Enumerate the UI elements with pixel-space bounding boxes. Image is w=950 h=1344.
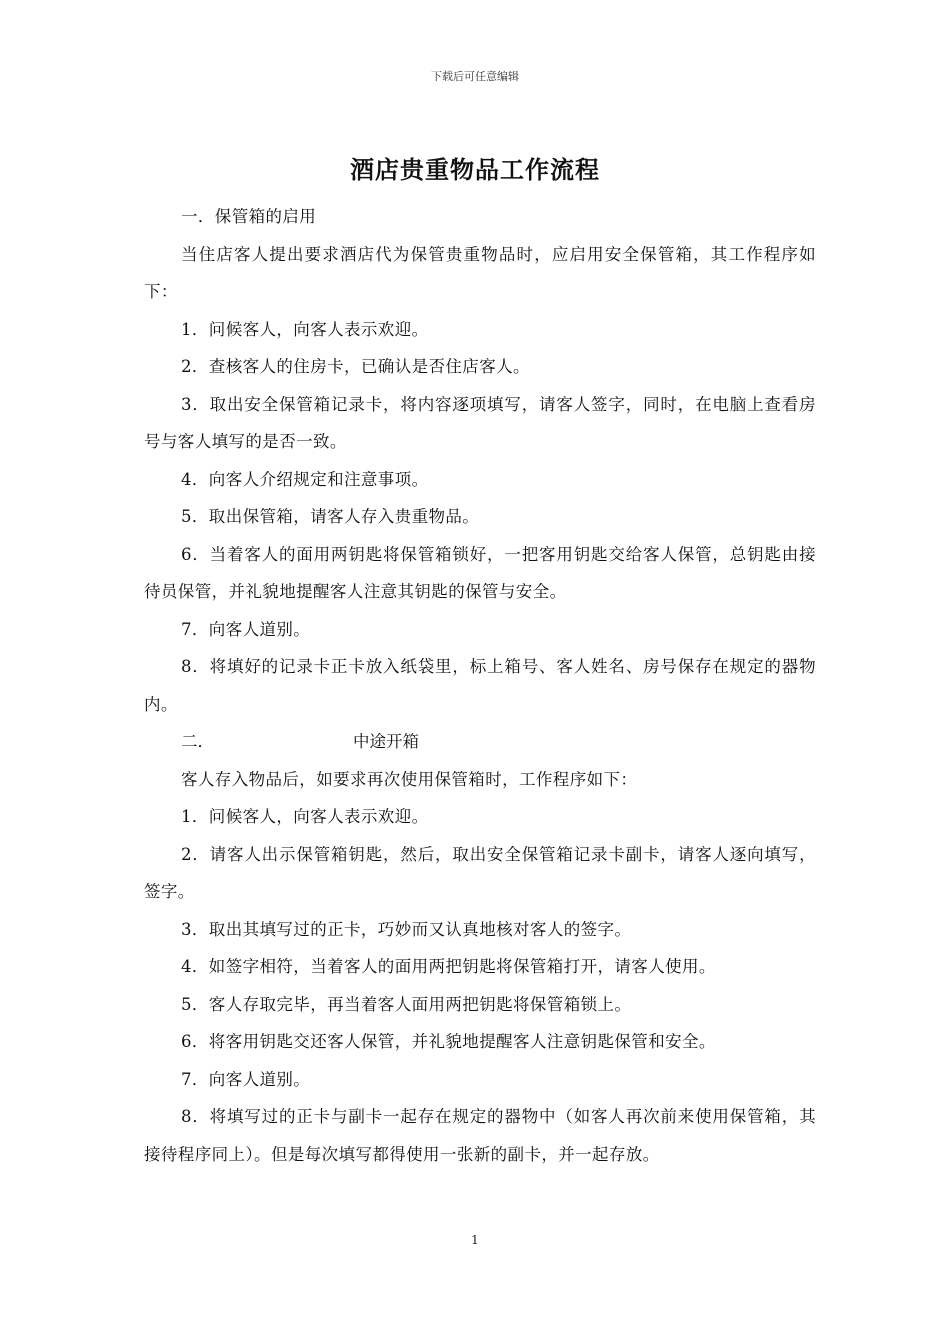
section-1-step: 5．取出保管箱，请客人存入贵重物品。 bbox=[181, 507, 480, 526]
section-2-heading-number: 二． bbox=[181, 732, 214, 751]
section-2-step: 3．取出其填写过的正卡，巧妙而又认真地核对客人的签字。 bbox=[181, 919, 632, 939]
section-1-step: 4．向客人介绍规定和注意事项。 bbox=[181, 469, 429, 489]
page-header: 下载后可任意编辑 bbox=[431, 70, 519, 83]
section-1-step: 6．当着客人的面用两钥匙将保管箱锁好，一把客用钥匙交给客人保管，总钥匙由接待员保管，并礼貌地提醒客人注意其钥匙的保管与安全。 bbox=[144, 544, 816, 601]
document-title: 酒店贵重物品工作流程 bbox=[350, 155, 600, 184]
section-1-step: 1．问候客人，向客人表示欢迎。 bbox=[181, 319, 429, 339]
section-2-step: 2．请客人出示保管箱钥匙，然后，取出安全保管箱记录卡副卡，请客人逐向填写，签字。 bbox=[144, 844, 816, 901]
section-2-heading-text: 中途开箱 bbox=[353, 732, 419, 751]
section-2-step: 7．向客人道别。 bbox=[181, 1069, 311, 1089]
section-2-step: 8．将填写过的正卡与副卡一起存在规定的器物中（如客人再次前来使用保管箱，其接待程序同上）。但是每次填写都得使用一张新的副卡，并一起存放。 bbox=[144, 1107, 816, 1164]
section-2-step: 1．问候客人，向客人表示欢迎。 bbox=[181, 807, 429, 826]
section-1-step: 3．取出安全保管箱记录卡，将内容逐项填写，请客人签字，同时，在电脑上查看房号与客人填写的是否一致。 bbox=[144, 394, 816, 451]
document-body bbox=[144, 198, 816, 1173]
section-1-step: 7．向客人道别。 bbox=[181, 619, 311, 639]
section-2-heading bbox=[144, 723, 816, 761]
section-1-step: 2．查核客人的住房卡，已确认是否住店客人。 bbox=[181, 357, 530, 376]
section-1-heading: 一．保管箱的启用 bbox=[181, 207, 317, 226]
section-1-intro: 当住店客人提出要求酒店代为保管贵重物品时，应启用安全保管箱，其工作程序如下： bbox=[144, 244, 816, 301]
section-2-step: 6．将客用钥匙交还客人保管，并礼貌地提醒客人注意钥匙保管和安全。 bbox=[181, 1032, 716, 1051]
section-2-intro: 客人存入物品后，如要求再次使用保管箱时，工作程序如下： bbox=[181, 769, 638, 789]
section-2-step: 4．如签字相符，当着客人的面用两把钥匙将保管箱打开，请客人使用。 bbox=[181, 957, 716, 976]
page-number: 1 bbox=[471, 1233, 479, 1247]
section-2-step: 5．客人存取完毕，再当着客人面用两把钥匙将保管箱锁上。 bbox=[181, 994, 632, 1014]
section-1-step: 8．将填好的记录卡正卡放入纸袋里，标上箱号、客人姓名、房号保存在规定的器物内。 bbox=[144, 657, 816, 714]
